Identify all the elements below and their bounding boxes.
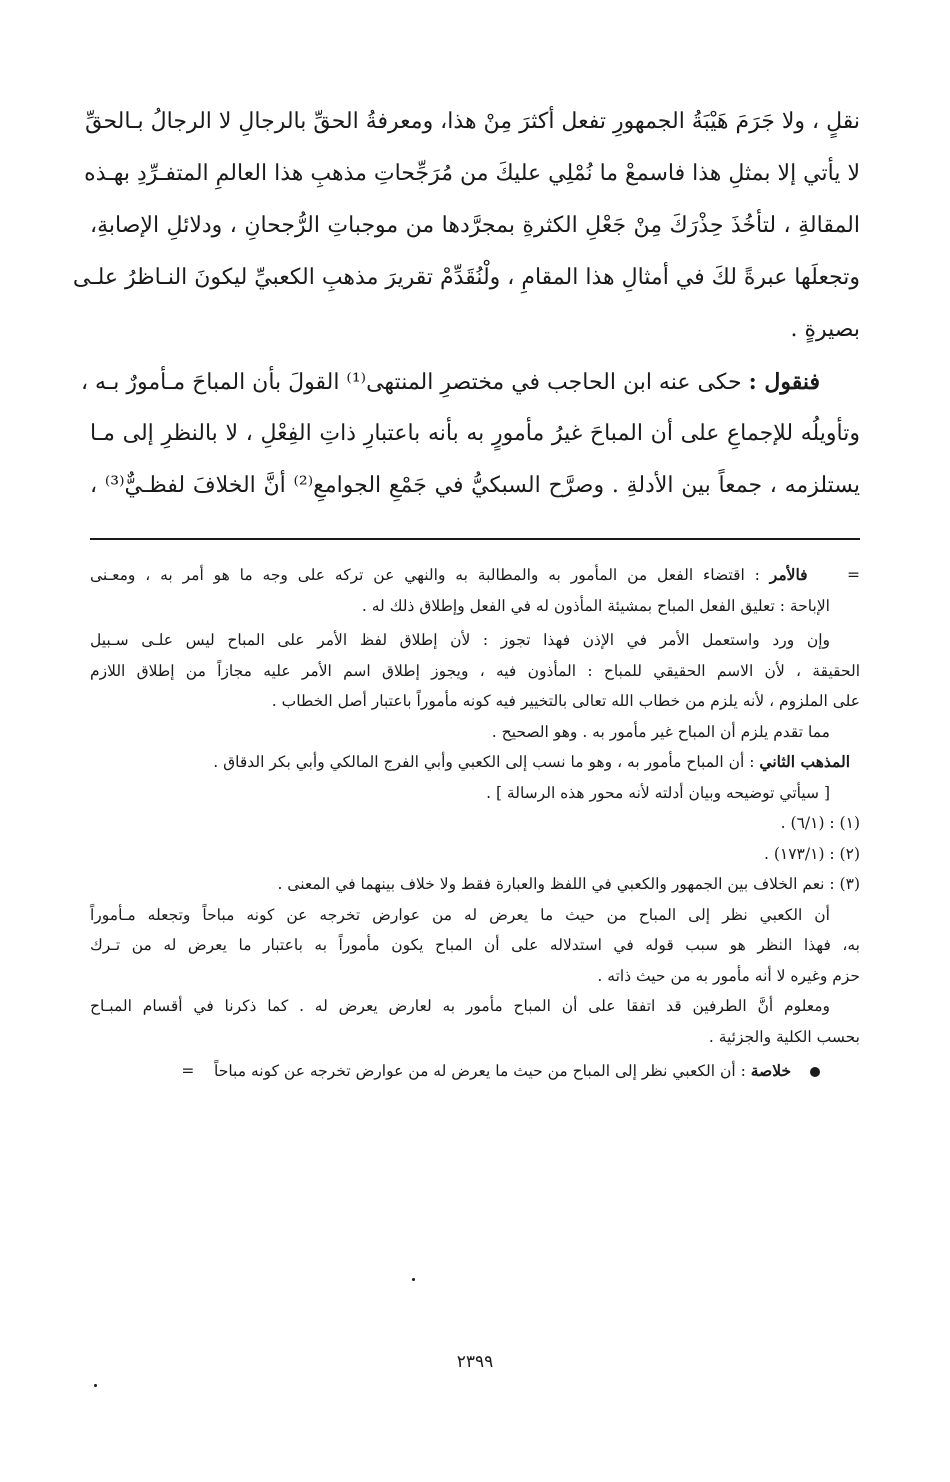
- body-line: لا يأتي إلا بمثلِ هذا فاسمعْ ما نُمْلِي عليكَ من مُرَجِّحاتِ مذهبِ هذا العالمِ المتفـرِّدِ بهـذه: [84, 161, 860, 186]
- footnote-text: : اقتضاء الفعل من المأمور به والمطالبة به والنهي عن تركه على وجه ما هو أمر به ، ومعـنى: [90, 566, 760, 584]
- para-lead: فنقول :: [748, 369, 820, 395]
- footnotes: [90, 560, 860, 1087]
- footnote-divider: [90, 538, 860, 540]
- scan-speck: [94, 1384, 97, 1387]
- page-number: ٢٣٩٩: [456, 1352, 494, 1372]
- footnote-line: به، فهذا النظر هو سبب قوله في استدلاله على أن المباح يكون مأموراً به باعتبار ما يعرض له من تـرك: [90, 936, 860, 954]
- body-line: يستلزمه ، جمعاً بين الأدلةِ . وصرَّح السبكيُّ في جَمْعِ الجوامعِ⁽²⁾ أنَّ الخلافَ لفظـيٌّ⁽³⁾ ،: [90, 473, 861, 498]
- footnote-line: [90, 1056, 860, 1087]
- body-line: [80, 356, 860, 408]
- footnote-line: مما تقدم يلزم أن المباح غير مأمور به . وهو الصحيح .: [491, 722, 830, 741]
- body-line: وتأويلُه للإجماعِ على أن المباحَ غيرُ مأمورٍ به بأنه باعتبارِ ذاتِ الفِعْلِ ، لا بالنظرِ إلى مـا: [90, 421, 860, 446]
- body-line: بصيرةٍ .: [790, 317, 860, 342]
- footnote-line: وإن ورد واستعمل الأمر في الإذن فهذا تجوز : لأن إطلاق لفظ الأمر على المباح ليس علـى سـبيل: [90, 631, 830, 649]
- continuation-mark: =: [847, 566, 861, 584]
- footnote-text: : أن المباح مأمور به ، وهو ما نسب إلى الكعبي وأبي الفرج المالكي وأبي بكر الدقاق .: [213, 753, 755, 771]
- body-line: المقالةِ ، لتأخُذَ حِذْرَكَ مِنْ جَعْلِ الكثرةِ بمجرَّدها من موجباتِ الرُّجحانِ ، ودلائلِ الإصابةِ،: [90, 213, 860, 238]
- footnote-line: الإباحة : تعليق الفعل المباح بمشيئة المأذون له في الفعل وإطلاق ذلك له .: [361, 596, 830, 615]
- footnote-line: أن الكعبي نظر إلى المباح من حيث ما يعرض له من عوارض تخرجه عن كونه مباحاً وتجعله مـأموراً: [90, 905, 830, 924]
- footnote-ref-2: (٢) : (١٧٣/١) .: [764, 844, 860, 863]
- footnote-line: حزم وغيره لا أنه مأمور به من حيث ذاته .: [597, 966, 860, 985]
- footnote-line: ومعلوم أنَّ الطرفين قد اتفقا على أن المباح مأمور به لعارض يعرض له . كما ذكرنا في أقسام المبـاح: [90, 997, 830, 1015]
- continuation-mark: =: [181, 1062, 195, 1080]
- main-text: [72, 96, 861, 512]
- scan-speck: [412, 1278, 415, 1281]
- body-line: وتجعلَها عبرةً لكَ في أمثالِ هذا المقامِ ، ولْنُقَدِّمْ تقريرَ مذهبِ الكعبيِّ ليكونَ النـاظرُ علـى: [72, 265, 860, 290]
- body-line: نقلٍ ، ولا جَرَمَ هَيْبَةُ الجمهورِ تفعل أكثرَ مِنْ هذا، ومعرفةُ الحقِّ بالرجالِ لا الرجالُ بـالحقِّ: [85, 109, 860, 134]
- para-text: حكى عنه ابن الحاجب في مختصرِ المنتهى⁽¹⁾ القولَ بأن المباحَ مـأمورٌ بـه ،: [80, 370, 742, 395]
- bullet-icon: [810, 1067, 820, 1077]
- footnote-line: الحقيقة ، لأن الاسم الحقيقي للمباح : المأذون فيه ، ويجوز إطلاق اسم الأمر عليه مجازاً من إطلاق اللازم: [90, 661, 860, 680]
- footnote-line: [90, 560, 860, 591]
- footnote-text: : أن الكعبي نظر إلى المباح من حيث ما يعرض له من عوارض تخرجه عن كونه مباحاً: [214, 1062, 746, 1080]
- term-label: المذهب الثاني: [759, 752, 850, 771]
- term-label: فالأمر: [769, 565, 808, 584]
- footnote-ref-3: (٣) : نعم الخلاف بين الجمهور والكعبي في اللفظ والعبارة فقط ولا خلاف بينهما في المعنى .: [277, 875, 860, 893]
- term-label: خلاصة: [750, 1061, 792, 1080]
- footnote-line: [ سيأتي توضيحه وبيان أدلته لأنه محور هذه الرسالة ] .: [486, 783, 830, 802]
- footnote-line: على الملزوم ، لأنه يلزم من خطاب الله تعالى بالتخيير فيه كونه مأموراً باعتبار أصل الخطاب .: [271, 692, 860, 710]
- footnote-ref-1: (١) : (٦/١) .: [780, 814, 860, 832]
- footnote-line: بحسب الكلية والجزئية .: [708, 1027, 860, 1046]
- footnote-line: [90, 747, 860, 778]
